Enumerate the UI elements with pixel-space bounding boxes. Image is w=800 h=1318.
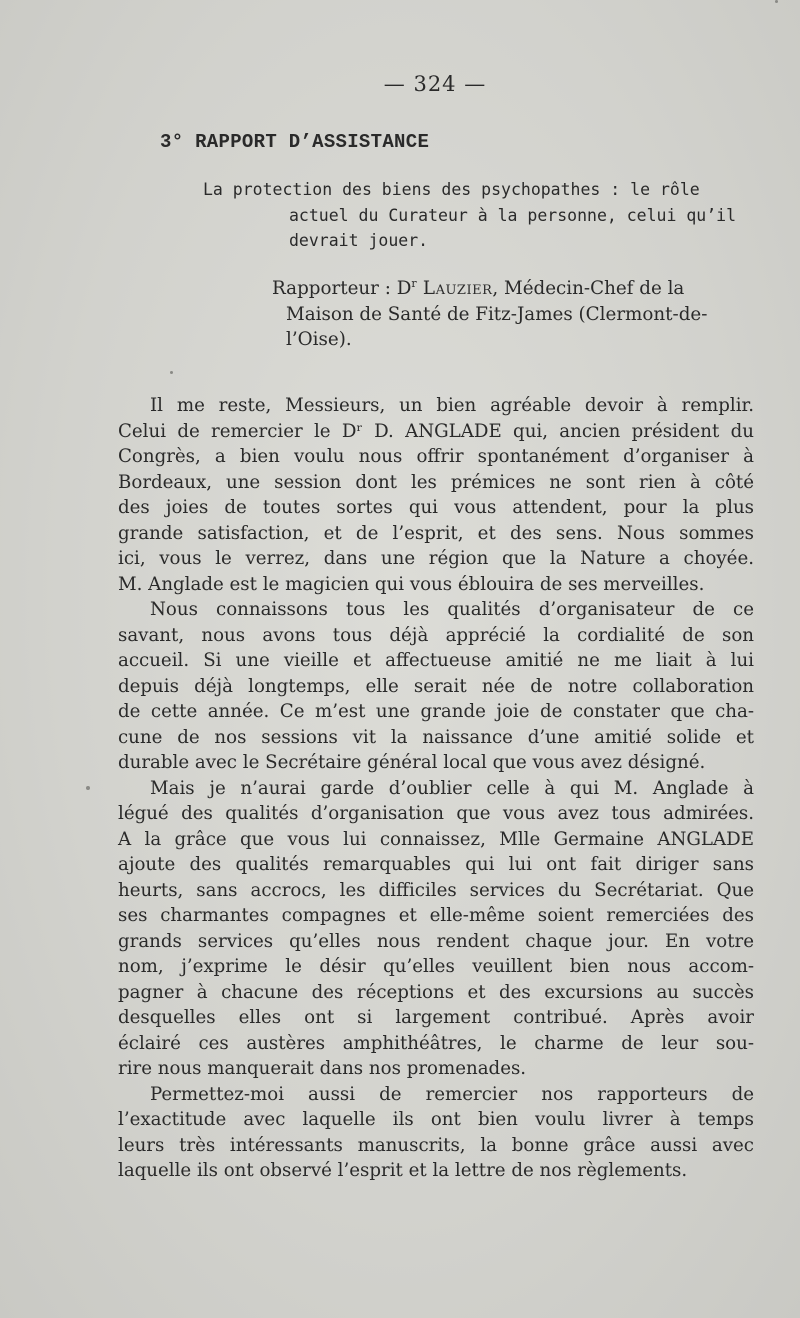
text-line: grands services qu’elles nous rendent chaque jour. En votre (118, 930, 754, 952)
text-line: Bordeaux, une session dont les prémices ne sont rien à côté (118, 471, 754, 493)
body-text (118, 393, 754, 1184)
text-line: Congrès, a bien voulu nous offrir spontanément d’organiser à (118, 446, 754, 467)
text-line: Celui de remercier le Dʳ D. ANGLADE qui, ancien président du (118, 420, 754, 442)
text-line: ajoute des qualités remarquables qui lui ont fait diriger sans (118, 854, 754, 875)
subject-line: actuel du Curateur à la personne, celui qu’il (289, 205, 737, 225)
subject-line: devrait jouer. (289, 231, 429, 250)
text-line: Il me reste, Messieurs, un bien agréable devoir à remplir. (150, 395, 754, 416)
paragraph (118, 393, 754, 597)
text-line: rire nous manquerait dans nos promenades. (118, 1058, 527, 1079)
text-line: Nous connaissons tous les qualités d’organisateur de ce (150, 599, 754, 620)
text-line: l’exactitude avec laquelle ils ont bien voulu livrer à temps (118, 1109, 754, 1130)
paragraph (118, 776, 754, 1082)
text-line: pagner à chacune des réceptions et des excursions au succès (118, 981, 754, 1003)
text-line: de cette année. Ce m’est une grande joie de constater que cha- (118, 701, 754, 722)
text-line: des joies de toutes sortes qui vous attendent, pour la plus (118, 497, 754, 518)
text-line: Mais je n’aurai garde d’oublier celle à qui M. Anglade à (150, 777, 754, 799)
text-line: éclairé ces austères amphithéâtres, le charme de leur sou- (118, 1032, 754, 1054)
paragraph (118, 1082, 754, 1184)
rapporteur-institution: Maison de Santé de Fitz-James (Clermont-de- (286, 303, 708, 325)
text-line: ici, vous le verrez, dans une région que la Nature a choyée. (118, 548, 754, 569)
rapporteur-label: Rapporteur : D (272, 278, 412, 299)
rapporteur-name: Lauzier (416, 278, 493, 299)
paper-speck (170, 371, 173, 374)
section-title: 3° RAPPORT D’ASSISTANCE (160, 131, 430, 153)
rapporteur-block (272, 276, 757, 353)
text-line: A la grâce que vous lui connaissez, Mlle Germaine ANGLADE (118, 828, 754, 850)
text-line: cune de nos sessions vit la naissance d’une amitié solide et (118, 726, 754, 748)
rapporteur-location: l’Oise). (286, 329, 352, 350)
text-line: desquelles elles ont si largement contribué. Après avoir (118, 1007, 754, 1028)
rapporteur-role: , Médecin-Chef de la (492, 278, 685, 299)
report-subject (203, 177, 758, 254)
text-line: Permettez-moi aussi de remercier nos rapporteurs de (150, 1083, 754, 1105)
subject-line: La protection des biens des psychopathes : le rôle (203, 180, 700, 199)
text-line: depuis déjà longtemps, elle serait née de notre collaboration (118, 675, 754, 697)
text-line: légué des qualités d’organisation que vous avez tous admirées. (118, 803, 754, 824)
text-line: savant, nous avons tous déjà apprécié la cordialité de son (118, 624, 754, 646)
text-line: accueil. Si une vieille et affectueuse amitié ne me liait à lui (118, 650, 754, 671)
text-line: leurs très intéressants manuscrits, la bonne grâce aussi avec (118, 1134, 754, 1156)
text-line: M. Anglade est le magicien qui vous éblouira de ses merveilles. (118, 573, 705, 595)
paper-speck (86, 786, 90, 790)
text-line: laquelle ils ont observé l’esprit et la lettre de nos règlements. (118, 1160, 688, 1181)
text-line: heurts, sans accrocs, les difficiles services du Secrétariat. Que (118, 879, 754, 901)
text-line: nom, j’exprime le désir qu’elles veuillent bien nous accom- (118, 956, 754, 977)
text-line: grande satisfaction, et de l’esprit, et des sens. Nous sommes (118, 522, 754, 544)
paper-speck (775, 0, 778, 3)
rapporteur-title-sup: r (411, 276, 417, 290)
text-line: durable avec le Secrétaire général local que vous avez désigné. (118, 752, 706, 773)
page-number: — 324 — (383, 72, 487, 96)
paragraph (118, 597, 754, 776)
text-line: ses charmantes compagnes et elle-même soient remerciées des (118, 905, 754, 926)
